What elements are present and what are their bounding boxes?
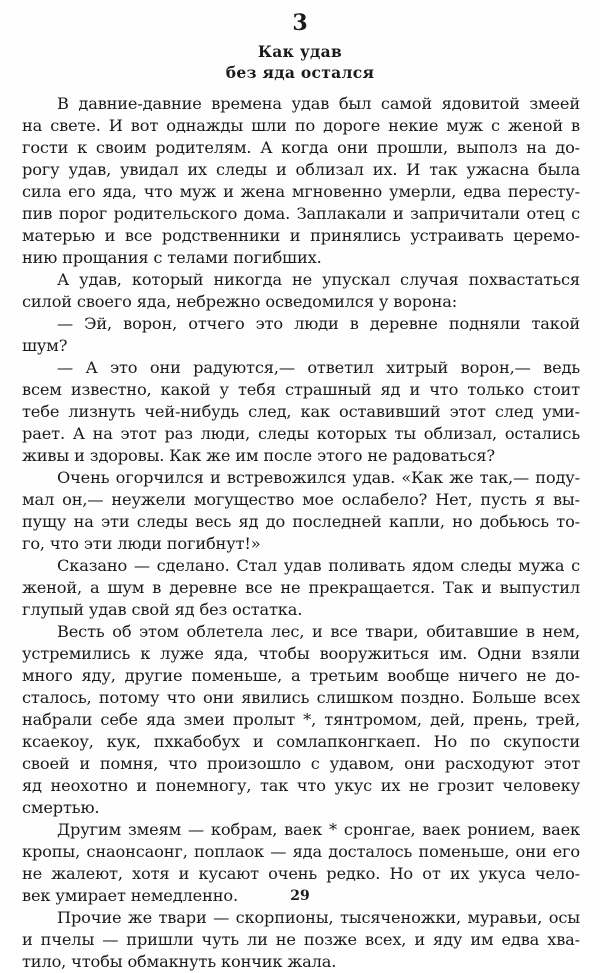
text-line: ксаекоу, кук, пхкабобух и сомлапконгкаеп. Но по скупости <box>22 732 580 751</box>
text-line: пив порог родительского дома. Заплакали и запричитали отец с <box>22 204 580 223</box>
text-line: — Эй, ворон, отчего это люди в деревне подняли такой <box>57 314 580 333</box>
text-line: много яду, другие поменьше, а третьим вообще ничего не до- <box>22 666 580 685</box>
chapter-number: 3 <box>292 10 308 36</box>
paragraph <box>22 357 580 467</box>
paragraph <box>22 313 580 357</box>
text-line: шум? <box>22 336 68 355</box>
text-line: А удав, который никогда не упускал случая похвастаться <box>57 270 580 289</box>
text-line: — А это они радуются,— ответил хитрый ворон,— ведь <box>57 358 580 377</box>
text-line: кропы, снаонсаонг, поплаок — яда досталось поменьше, они его <box>22 842 580 861</box>
text-line: яд неохотно и понемногу, так что укус их не грозит человеку <box>22 776 580 795</box>
text-line: Весть об этом облетела лес, и все твари, обитавшие в нем, <box>57 622 580 641</box>
text-line: своей и помня, что произошло с удавом, они расходуют этот <box>22 754 580 773</box>
text-line: на свете. И вот однажды шли по дороге некие муж с женой в <box>22 116 580 135</box>
chapter-title-line-2: без яда остался <box>225 63 375 82</box>
text-line: сила его яда, что муж и жена мгновенно умерли, едва пересту- <box>22 182 580 201</box>
text-line: век умирает немедленно. <box>22 886 238 905</box>
text-line: го, что эти люди погибнут!» <box>22 534 261 553</box>
text-line: рает. А на этот раз люди, следы которых ты облизал, остались <box>22 424 580 443</box>
text-line: нию прощания с телами погибших. <box>22 248 322 267</box>
text-line: и пчелы — пришли чуть ли не позже всех, и яду им едва хва- <box>22 930 580 949</box>
paragraph <box>22 907 580 973</box>
text-line: глупый удав свой яд без остатка. <box>22 600 303 619</box>
paragraph <box>22 621 580 819</box>
text-line: гости к своим родителям. А когда они прошли, выполз на до- <box>22 138 580 157</box>
text-line: рогу удав, увидал их следы и облизал их. И так ужасна была <box>22 160 580 179</box>
text-line: устремились к луже яда, чтобы вооружиться им. Одни взяли <box>22 644 580 663</box>
text-line: Другим змеям — кобрам, ваек * сронгае, ваек ронием, ваек <box>57 820 580 839</box>
text-line: всем известно, какой у тебя страшный яд и что только стоит <box>22 380 580 399</box>
text-line: Сказано — сделано. Стал удав поливать ядом следы мужа с <box>57 556 580 575</box>
text-line: сталось, потому что они явились слишком поздно. Больше всех <box>22 688 580 707</box>
page-number: 29 <box>290 888 310 904</box>
text-line: В давние-давние времена удав был самой ядовитой змеей <box>57 94 580 113</box>
text-line: матерью и все родственники и принялись устраивать церемо- <box>22 226 580 245</box>
text-line: набрали себе яда змеи пролыт *, тянтромом, дей, прень, трей, <box>22 710 580 729</box>
text-line: тило, чтобы обмакнуть кончик жала. <box>22 952 337 971</box>
text-line: не жалеют, хотя и кусают очень редко. Но от их укуса чело- <box>22 864 580 883</box>
text-line: мал он,— неужели могущество мое ослабело? Нет, пусть я вы- <box>22 490 580 509</box>
text-line: Прочие же твари — скорпионы, тысяченожки, муравьи, осы <box>57 908 580 927</box>
text-line: живы и здоровы. Как же им после этого не радоваться? <box>22 446 495 465</box>
paragraph <box>22 467 580 555</box>
text-line: тебе лизнуть чей-нибудь след, как оставивший этот след уми- <box>22 402 580 421</box>
paragraph <box>22 93 580 269</box>
paragraph <box>22 555 580 621</box>
paragraph <box>22 269 580 313</box>
chapter-title-line-1: Как удав <box>257 42 343 61</box>
text-line: пущу на эти следы весь яд до последней капли, но добьюсь то- <box>22 512 580 531</box>
text-line: Очень огорчился и встревожился удав. «Как же так,— поду- <box>57 468 580 487</box>
story-body <box>22 93 580 973</box>
text-line: силой своего яда, небрежно осведомился у ворона: <box>22 292 458 311</box>
text-line: смертью. <box>22 798 100 817</box>
text-line: женой, а шум в деревне все не прекращается. Так и выпустил <box>22 578 580 597</box>
